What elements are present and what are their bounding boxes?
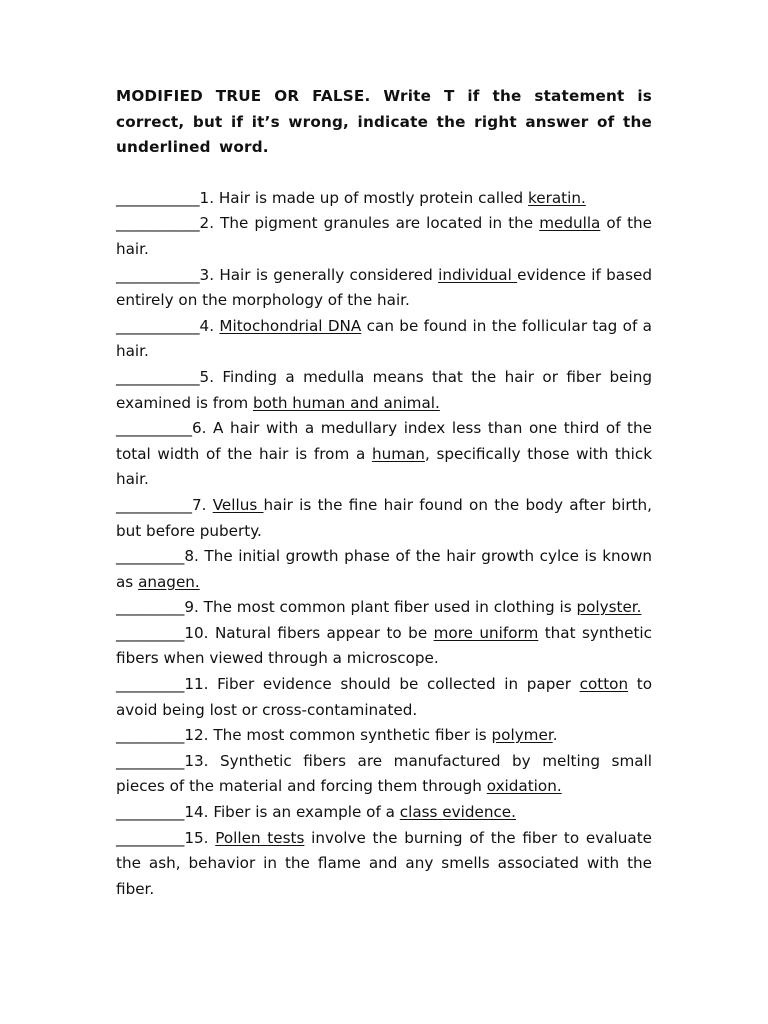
question-item: [116, 211, 652, 262]
answer-blank[interactable]: _________: [116, 803, 185, 822]
question-text: 4.: [199, 316, 220, 335]
question-text: to avoid being lost or cross-contaminated.: [116, 675, 652, 719]
question-text: of the hair.: [116, 214, 653, 258]
question-item: [116, 416, 652, 493]
underlined-word: keratin.: [528, 188, 586, 207]
question-text: 5. Finding a medulla means that the hair or fiber being examined is from: [116, 367, 652, 412]
question-text: .: [552, 726, 558, 745]
question-text: 7.: [191, 495, 213, 514]
question-text: 15.: [184, 828, 216, 847]
underlined-word: cotton: [579, 675, 629, 694]
answer-blank[interactable]: __________: [116, 495, 192, 514]
answer-blank[interactable]: __________: [116, 419, 192, 438]
question-text: 14. Fiber is an example of a: [184, 803, 400, 822]
answer-blank[interactable]: _________: [116, 623, 185, 642]
question-item: [116, 186, 652, 212]
underlined-word: anagen.: [138, 572, 200, 591]
question-text: 11. Fiber evidence should be collected in paper: [184, 675, 580, 694]
worksheet: [116, 84, 652, 902]
question-item: [116, 595, 652, 621]
question-text: 8. The initial growth phase of the hair growth cylce is known as: [116, 547, 652, 591]
question-list: [116, 186, 652, 903]
question-text: that synthetic fibers when viewed through a microscope.: [116, 623, 652, 668]
answer-blank[interactable]: _________: [116, 598, 185, 617]
instructions: MODIFIED TRUE OR FALSE. Write T if the statement is correct, but if it’s wrong, indicate the right answer of the underlined word.: [116, 87, 652, 157]
answer-blank[interactable]: _________: [116, 751, 185, 770]
question-item: [116, 493, 652, 544]
underlined-word: Mitochondrial DNA: [219, 316, 362, 335]
underlined-word: polyster.: [576, 598, 642, 617]
question-text: hair is the fine hair found on the body after birth, but before puberty.: [116, 495, 652, 540]
underlined-word: individual: [438, 265, 518, 284]
answer-blank[interactable]: ___________: [116, 367, 200, 386]
underlined-word: human: [371, 444, 425, 463]
question-item: [116, 826, 652, 903]
question-text: can be found in the follicular tag of a hair.: [116, 316, 652, 361]
underlined-word: class evidence.: [399, 803, 516, 822]
answer-blank[interactable]: _________: [116, 547, 185, 566]
question-text: 1. Hair is made up of mostly protein called: [199, 188, 529, 207]
question-text: , specifically those with thick hair.: [116, 444, 652, 489]
underlined-word: oxidation.: [486, 777, 562, 796]
answer-blank[interactable]: ___________: [116, 214, 200, 233]
question-item: [116, 365, 652, 416]
question-item: [116, 723, 652, 749]
question-text: 6. A hair with a medullary index less than one third of the total width of the hair is from a: [116, 419, 652, 463]
answer-blank[interactable]: _________: [116, 726, 185, 745]
question-text: 9. The most common plant fiber used in clothing is: [184, 598, 577, 617]
question-item: [116, 800, 652, 826]
question-text: 10. Natural fibers appear to be: [184, 623, 434, 642]
question-item: [116, 263, 652, 314]
answer-blank[interactable]: ___________: [116, 265, 200, 284]
question-text: 2. The pigment granules are located in the: [199, 214, 540, 233]
question-text: 12. The most common synthetic fiber is: [184, 726, 492, 745]
answer-blank[interactable]: _________: [116, 675, 185, 694]
question-text: evidence if based entirely on the morphology of the hair.: [116, 265, 652, 310]
question-item: [116, 544, 652, 595]
underlined-word: Vellus: [212, 495, 264, 514]
question-text: 3. Hair is generally considered: [199, 265, 439, 284]
question-text: 13. Synthetic fibers are manufactured by melting small pieces of the material and forcing them through: [116, 751, 652, 796]
question-item: [116, 672, 652, 723]
answer-blank[interactable]: ___________: [116, 316, 200, 335]
underlined-word: polymer: [491, 726, 553, 745]
answer-blank[interactable]: ___________: [116, 188, 200, 207]
answer-blank[interactable]: _________: [116, 828, 185, 847]
question-item: [116, 621, 652, 672]
question-text: involve the burning of the fiber to evaluate the ash, behavior in the flame and any smells associated with the fiber.: [116, 828, 652, 898]
underlined-word: more uniform: [433, 623, 539, 642]
question-item: [116, 314, 652, 365]
underlined-word: Pollen tests: [215, 828, 305, 847]
question-item: [116, 749, 652, 800]
underlined-word: medulla: [539, 214, 601, 233]
underlined-word: both human and animal.: [252, 393, 440, 412]
